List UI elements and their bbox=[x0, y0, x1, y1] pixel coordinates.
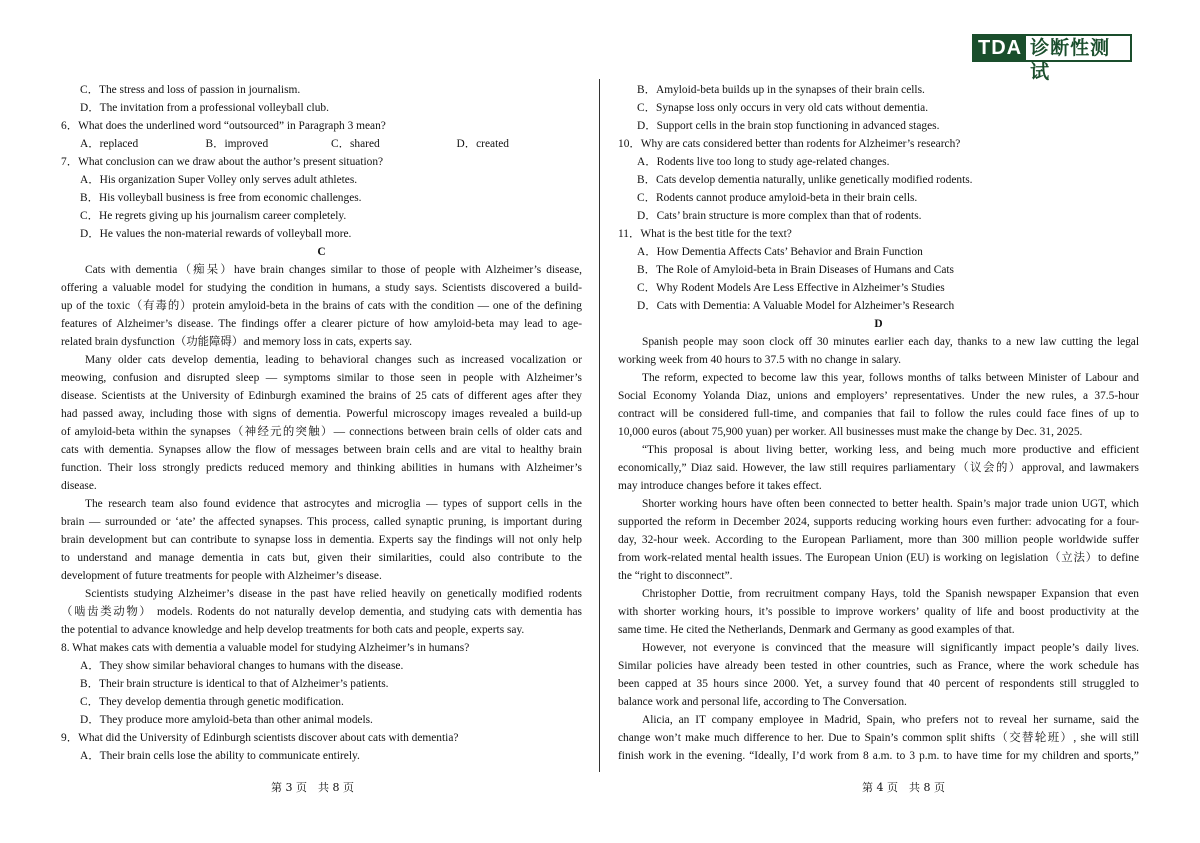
passage-line: disease. bbox=[61, 480, 97, 492]
answer-option: B．The Role of Amyloid-beta in Brain Diseases of Humans and Cats bbox=[637, 264, 954, 276]
passage-line: working week from 40 hours to 37.5 with no change in salary. bbox=[618, 354, 902, 366]
passage-line: contract will be considered full-time, and companies that fail to follow the rules could face fines of up to bbox=[618, 408, 1139, 420]
answer-option: B．His volleyball business is free from economic challenges. bbox=[80, 192, 362, 204]
answer-option: D．The invitation from a professional volleyball club. bbox=[80, 102, 329, 114]
right-column bbox=[618, 81, 1139, 765]
passage-line: change won’t make much difference to her. Due to Spain’s common split shifts（交替轮班）, she will still bbox=[618, 732, 1139, 744]
question: 8. What makes cats with dementia a valuable model for studying Alzheimer’s in humans? bbox=[61, 642, 470, 654]
section-heading: D bbox=[874, 318, 883, 330]
answer-option: D．They produce more amyloid-beta than other animal models. bbox=[80, 714, 373, 726]
option-item: D．created bbox=[456, 138, 509, 150]
passage-line: Similar policies have already been tested in other countries, such as France, where the work schedule has bbox=[618, 660, 1139, 672]
question: 7．What conclusion can we draw about the author’s present situation? bbox=[61, 156, 384, 168]
logo-title: 诊断性测试 bbox=[1030, 37, 1111, 83]
answer-option: B．Their brain structure is identical to that of Alzheimer’s patients. bbox=[80, 678, 389, 690]
passage-line: disease. Scientists at the University of Edinburgh examined the brains of 25 cats of different ages after they bbox=[61, 390, 582, 402]
option-item: A．replaced bbox=[80, 138, 139, 150]
column-divider bbox=[599, 79, 600, 772]
passage-line: may introduce changes before it takes effect. bbox=[618, 480, 822, 492]
answer-option: D．He values the non-material rewards of volleyball more. bbox=[80, 228, 352, 240]
left-column bbox=[61, 81, 582, 765]
passage-line: brain — surrounded or ‘ate’ the affected synapses. This process, called synaptic pruning, is important during bbox=[61, 516, 582, 528]
passage-line: Alicia, an IT company employee in Madrid, Spain, who prefers not to reveal her surname, said the bbox=[642, 714, 1139, 726]
passage-line: The research team also found evidence that astrocytes and microglia — types of support cells in the bbox=[85, 498, 582, 510]
answer-option: A．His organization Super Volley only serves adult athletes. bbox=[80, 174, 358, 186]
section-heading: C bbox=[317, 246, 326, 258]
answer-option: C．Why Rodent Models Are Less Effective in Alzheimer’s Studies bbox=[637, 282, 945, 294]
passage-line: finish work in the evening. “Ideally, I’d work from 8 a.m. to 3 p.m. to have time for my children and sports,” bbox=[618, 750, 1139, 762]
answer-option: D．Cats’ brain structure is more complex than that of rodents. bbox=[637, 210, 922, 222]
answer-option: C．Rodents cannot produce amyloid-beta in their brain cells. bbox=[637, 192, 918, 204]
page-footer-right: 第 4 页 共 8 页 bbox=[862, 781, 945, 794]
passage-line: same time. He cited the Netherlands, Denmark and Germany as good examples of that. bbox=[618, 624, 1015, 636]
answer-option: C．The stress and loss of passion in journalism. bbox=[80, 84, 301, 96]
question: 11．What is the best title for the text? bbox=[618, 228, 792, 240]
passage-line: balance work and personal life, according to The Conversation. bbox=[618, 696, 907, 708]
passage-line: had passed away, including those with signs of dementia. Powerful microscopy images revealed a build-up bbox=[61, 408, 582, 420]
passage-line: economically,” Diaz said. However, the law still requires parliamentary（议会的）approval, and lawmakers bbox=[618, 462, 1139, 474]
passage-line: （啮齿类动物） models. Rodents do not naturally develop dementia, and studying cats with dementia has bbox=[61, 606, 582, 618]
passage-line: However, not everyone is convinced that the measure will significantly impact people’s daily lives. bbox=[642, 642, 1139, 654]
passage-line: supported the reform in December 2024, supports reducing working hours even further: advocating for a four- bbox=[618, 516, 1139, 528]
passage-line: The reform, expected to become law this year, follows months of talks between Minister of Labour and bbox=[642, 372, 1139, 384]
passage-line: brain development but can contribute to synapse loss in dementia. Experts say the findings will not only help bbox=[61, 534, 582, 546]
passage-line: development of future treatments for people with Alzheimer’s disease. bbox=[61, 570, 382, 582]
passage-line: related brain dysfunction（功能障碍）and memory loss in cats, experts say. bbox=[61, 336, 413, 348]
option-item: C．shared bbox=[331, 138, 380, 150]
passage-line: Cats with dementia（痴呆）have brain changes similar to those of people with Alzheimer’s disease, bbox=[85, 264, 582, 276]
passage-line: function. Their loss strongly predicts reduced memory and thinking abilities in humans with Alzheimer’s bbox=[61, 462, 582, 474]
passage-line: Shorter working hours have often been connected to better health. Spain’s major trade union UGT, which bbox=[642, 498, 1139, 510]
answer-option: B．Cats develop dementia naturally, unlike genetically modified rodents. bbox=[637, 174, 973, 186]
answer-option: A．Rodents live too long to study age-related changes. bbox=[637, 156, 890, 168]
logo-latin: TDA bbox=[974, 36, 1026, 60]
passage-line: “This proposal is about living better, working less, and being much more productive and efficient bbox=[642, 444, 1139, 456]
passage-line: Many older cats develop dementia, leading to behavioral changes such as increased vocalization or bbox=[85, 354, 582, 366]
passage-line: with shorter working hours, it’s possible to improve workers’ quality of life and boost productivity at the bbox=[618, 606, 1139, 618]
passage-line: Scientists studying Alzheimer’s disease in the past have relied heavily on genetically modified rodents bbox=[85, 588, 582, 600]
answer-option: D．Support cells in the brain stop functioning in advanced stages. bbox=[637, 120, 940, 132]
page-footer-left: 第 3 页 共 8 页 bbox=[271, 781, 354, 794]
passage-line: Christopher Dottie, from recruitment company Hays, told the Spanish newspaper Expansion that even bbox=[642, 588, 1139, 600]
passage-line: day, 32-hour week. According to the European Parliament, more than 300 million people worldwide suffer bbox=[618, 534, 1139, 546]
answer-option: C．He regrets giving up his journalism career completely. bbox=[80, 210, 347, 222]
answer-option: D．Cats with Dementia: A Valuable Model for Alzheimer’s Research bbox=[637, 300, 955, 312]
passage-line: meowing, confusion and disrupted sleep — symptoms similar to those seen in people with Alzheimer’s bbox=[61, 372, 582, 384]
answer-option: C．They develop dementia through genetic modification. bbox=[80, 696, 344, 708]
question: 9．What did the University of Edinburgh scientists discover about cats with dementia? bbox=[61, 732, 459, 744]
passage-line: cats with dementia. Synapses allow the flow of messages between brain cells and are vital to healthy brain bbox=[61, 444, 582, 456]
tda-logo bbox=[972, 34, 1132, 83]
answer-option: A．Their brain cells lose the ability to communicate entirely. bbox=[80, 750, 360, 762]
option-row bbox=[61, 135, 582, 153]
passage-line: up of the toxic（有毒的）protein amyloid-beta in the brains of cats with the condition — one of the defining bbox=[61, 300, 582, 312]
passage-line: to understand and manage dementia in cats but, given their similarities, could also contribute to the bbox=[61, 552, 582, 564]
passage-line: from work-related mental health issues. The European Union (EU) is working on legislation（立法）to define bbox=[618, 552, 1139, 564]
question: 10．Why are cats considered better than rodents for Alzheimer’s research? bbox=[618, 138, 961, 150]
passage-line: features of Alzheimer’s disease. The findings offer a clearer picture of how amyloid-beta may lead to age- bbox=[61, 318, 582, 330]
option-item: B．improved bbox=[205, 138, 269, 150]
passage-line: Spanish people may soon clock off 30 minutes earlier each day, thanks to a new law cutting the legal bbox=[642, 336, 1139, 348]
passage-line: the “right to disconnect”. bbox=[618, 570, 733, 582]
passage-line: offering a valuable model for studying the condition in humans, a study says. Scientists discovered a build- bbox=[61, 282, 582, 294]
passage-line: been capped at 35 hours since 2000. Yet, a survey found that 40 percent of respondents still struggled to bbox=[618, 678, 1139, 690]
answer-option: B．Amyloid-beta builds up in the synapses of their brain cells. bbox=[637, 84, 925, 96]
answer-option: A．They show similar behavioral changes to humans with the disease. bbox=[80, 660, 404, 672]
passage-line: the potential to advance knowledge and help develop treatments for both cats and people, experts say. bbox=[61, 624, 525, 636]
passage-line: Social Economy Yolanda Diaz, unions and employers’ representatives. Under the new rules, a 37.5-hour bbox=[618, 390, 1139, 402]
question: 6．What does the underlined word “outsourced” in Paragraph 3 mean? bbox=[61, 120, 386, 132]
passage-line: 10,000 euros (about 75,900 yuan) per worker. All businesses must make the change by Dec. 31, 2025. bbox=[618, 426, 1083, 438]
answer-option: A．How Dementia Affects Cats’ Behavior and Brain Function bbox=[637, 246, 923, 258]
passage-line: of amyloid-beta within the synapses（神经元的突触）— connections between brain cells of older cats and bbox=[61, 426, 582, 438]
answer-option: C．Synapse loss only occurs in very old cats without dementia. bbox=[637, 102, 929, 114]
